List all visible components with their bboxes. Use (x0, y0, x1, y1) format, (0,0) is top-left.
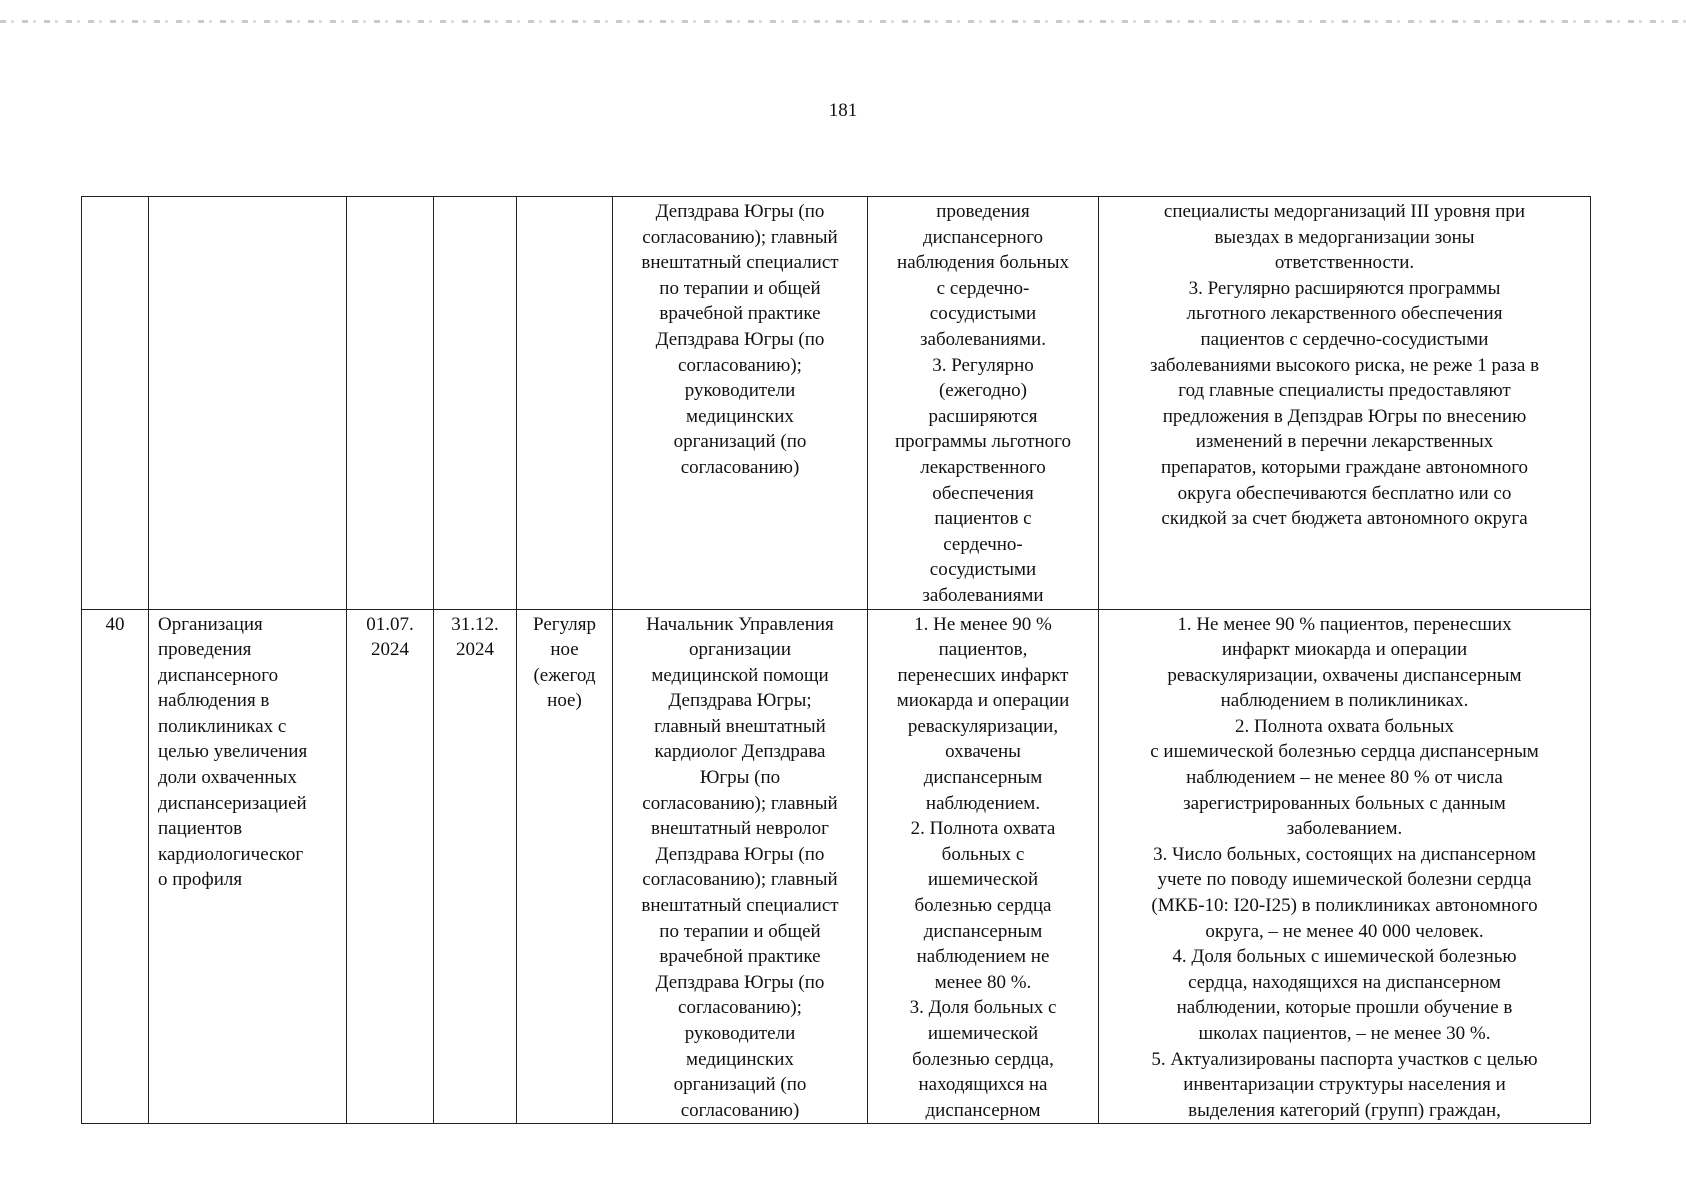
event-name-cell: Организация проведения диспансерного наблюдения в поликлиниках с целью увеличения доли охваченных диспансеризацией пациентов кардиологическог о профиля (149, 609, 347, 1124)
end-date-cell: 31.12. 2024 (434, 609, 517, 1124)
start-date-cell (347, 197, 434, 610)
table-row (82, 197, 1591, 610)
row-number-cell (82, 197, 149, 610)
periodicity-cell (517, 197, 613, 610)
row-number-cell: 40 (82, 609, 149, 1124)
scan-artifact-line (0, 20, 1686, 23)
characteristic-cell: проведения диспансерного наблюдения больных с сердечно- сосудистыми заболеваниями. 3. Регулярно (ежегодно) расширяются программы льготного лекарственного обеспечения пациентов с сердечно- сосудистыми заболеваниями (868, 197, 1099, 610)
page-number: 181 (828, 100, 858, 121)
table-row (82, 609, 1591, 1124)
result-cell: 1. Не менее 90 % пациентов, перенесших инфаркт миокарда и операции реваскуляризации, охвачены диспансерным наблюдением в поликлиниках. 2. Полнота охвата больных с ишемической болезнью сердца диспансерным наблюдением – не менее 80 % от числа зарегистрированных больных с данным заболеванием. 3. Число больных, состоящих на диспансерном учете по поводу ишемической болезни сердца (МКБ-10: I20-I25) в поликлиниках автономного округа, – не менее 40 000 человек. 4. Доля больных с ишемической болезнью сердца, находящихся на диспансерном наблюдении, которые прошли обучение в школах пациентов, – не менее 30 %. 5. Актуализированы паспорта участков с целью инвентаризации структуры населения и выделения категорий (групп) граждан, (1099, 609, 1591, 1124)
result-cell: специалисты медорганизаций III уровня при выездах в медорганизации зоны ответственности. 3. Регулярно расширяются программы льготного лекарственного обеспечения пациентов с сердечно-сосудистыми заболеваниями высокого риска, не реже 1 раза в год главные специалисты предоставляют предложения в Депздрав Югры по внесению изменений в перечни лекарственных препаратов, которыми граждане автономного округа обеспечиваются бесплатно или со скидкой за счет бюджета автономного округа (1099, 197, 1591, 610)
responsible-cell: Депздрава Югры (по согласованию); главный внештатный специалист по терапии и общей врачебной практике Депздрава Югры (по согласованию); руководители медицинских организаций (по согласованию) (613, 197, 868, 610)
responsible-cell: Начальник Управления организации медицинской помощи Депздрава Югры; главный внештатный кардиолог Депздрава Югры (по согласованию); главный внештатный невролог Депздрава Югры (по согласованию); главный внештатный специалист по терапии и общей врачебной практике Депздрава Югры (по согласованию); руководители медицинских организаций (по согласованию) (613, 609, 868, 1124)
event-name-cell (149, 197, 347, 610)
plan-table (81, 196, 1591, 1124)
end-date-cell (434, 197, 517, 610)
periodicity-cell: Регуляр ное (ежегод ное) (517, 609, 613, 1124)
characteristic-cell: 1. Не менее 90 % пациентов, перенесших инфаркт миокарда и операции реваскуляризации, охвачены диспансерным наблюдением. 2. Полнота охвата больных с ишемической болезнью сердца диспансерным наблюдением не менее 80 %. 3. Доля больных с ишемической болезнью сердца, находящихся на диспансерном (868, 609, 1099, 1124)
start-date-cell: 01.07. 2024 (347, 609, 434, 1124)
